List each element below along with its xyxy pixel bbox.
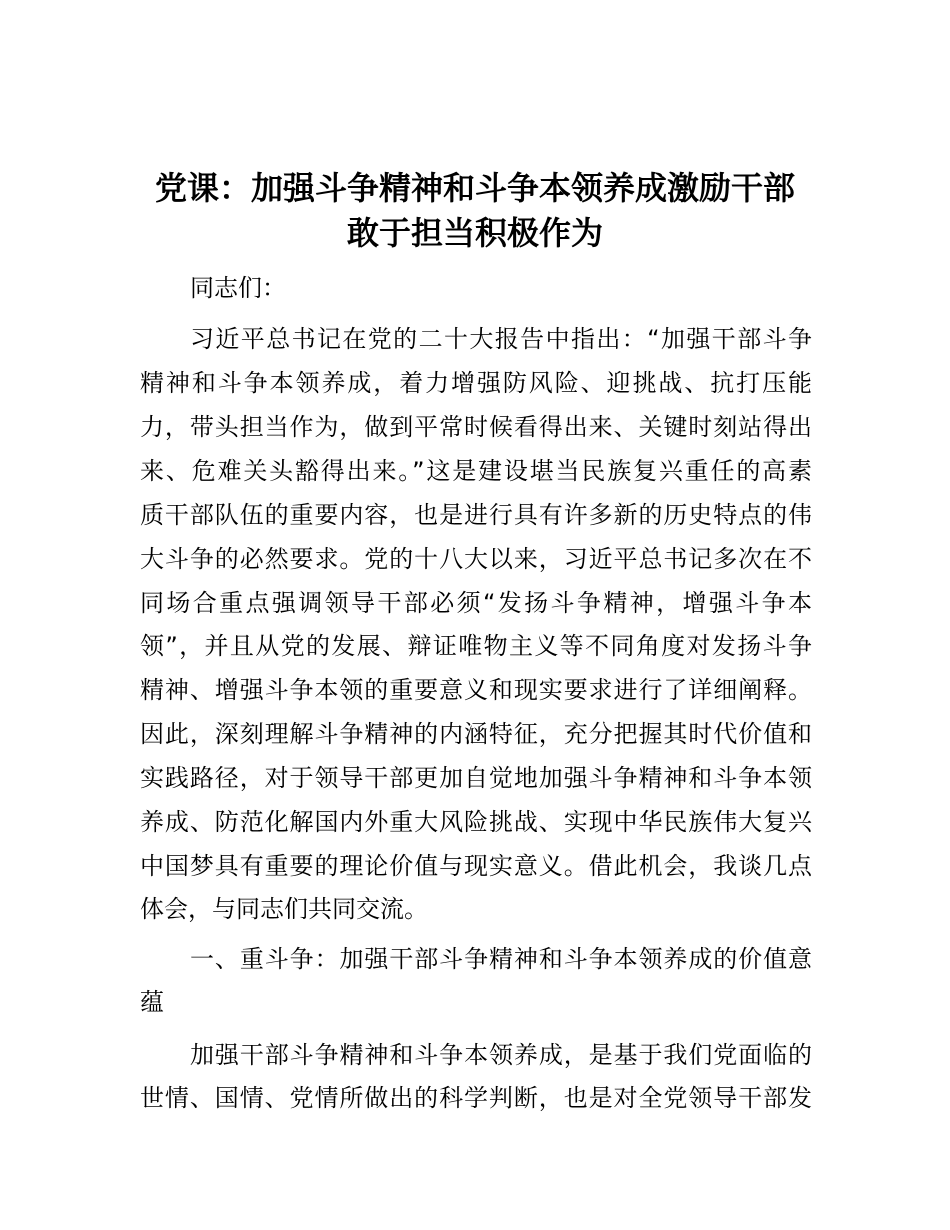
paragraph-1-line: 来、危难关头豁得出来。”这是建设堪当民族复兴重任的高素 <box>140 457 812 485</box>
paragraph-1-line: 质干部队伍的重要内容，也是进行具有许多新的历史特点的伟 <box>140 501 812 529</box>
greeting: 同志们： <box>190 274 286 302</box>
paragraph-1-line: 精神和斗争本领养成，着力增强防风险、迎挑战、抗打压能 <box>140 369 812 397</box>
paragraph-1-line: 实践路径，对于领导干部更加自觉地加强斗争精神和斗争本领 <box>140 764 812 792</box>
paragraph-1-line: 同场合重点强调领导干部必须“发扬斗争精神，增强斗争本 <box>140 589 812 617</box>
paragraph-1-line: 领”，并且从党的发展、辩证唯物主义等不同角度对发扬斗争 <box>140 632 812 660</box>
section-heading-1-line: 蕴 <box>140 988 164 1016</box>
document-title-line-1: 党课：加强斗争精神和斗争本领养成激励干部 <box>154 169 795 207</box>
paragraph-1-line: 中国梦具有重要的理论价值与现实意义。借此机会，我谈几点 <box>140 852 812 880</box>
paragraph-1-line: 精神、增强斗争本领的重要意义和现实要求进行了详细阐释。 <box>140 676 812 704</box>
paragraph-1-line: 养成、防范化解国内外重大风险挑战、实现中华民族伟大复兴 <box>140 808 812 836</box>
paragraph-2-line: 世情、国情、党情所做出的科学判断，也是对全党领导干部发 <box>140 1084 812 1112</box>
paragraph-1-line: 力，带头担当作为，做到平常时候看得出来、关键时刻站得出 <box>140 413 812 441</box>
document-title-line-2: 敢于担当积极作为 <box>346 214 603 252</box>
paragraph-1-line: 习近平总书记在党的二十大报告中指出：“加强干部斗争 <box>190 325 812 353</box>
paragraph-1-line: 大斗争的必然要求。党的十八大以来，习近平总书记多次在不 <box>140 545 812 573</box>
paragraph-1-line: 体会，与同志们共同交流。 <box>140 895 428 923</box>
section-heading-1-line: 一、重斗争：加强干部斗争精神和斗争本领养成的价值意 <box>190 945 812 973</box>
paragraph-2-line: 加强干部斗争精神和斗争本领养成，是基于我们党面临的 <box>190 1041 812 1069</box>
paragraph-1-line: 因此，深刻理解斗争精神的内涵特征，充分把握其时代价值和 <box>140 720 812 748</box>
